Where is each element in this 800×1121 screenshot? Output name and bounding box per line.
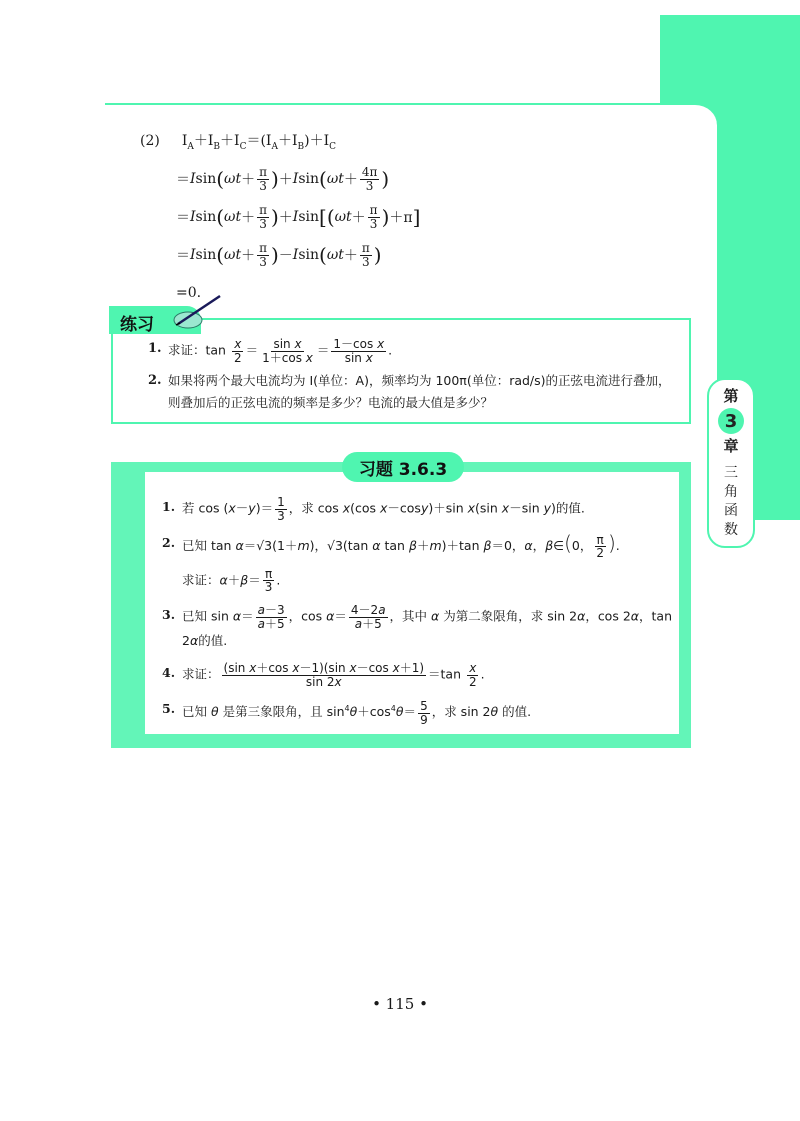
derivation-line-1: $I_A+I_B+I_C=(I_A+I_B)+I_C$ <box>181 133 336 152</box>
exercise-item <box>148 370 678 414</box>
derivation-result: =0. <box>176 285 202 301</box>
chapter-label-top: 第 <box>723 387 739 405</box>
derivation-block <box>140 122 420 312</box>
derivation-line: ＝ I sin ( ωt ＋ $\frac{\pi}{3}$ ) ＋ I sin [ ( ωt ＋ $\frac{\pi}{3}$ ) ＋π ] <box>176 202 421 231</box>
exercise-item-text: 如果将两个最大电流均为 I(单位：A)，频率均为 100π(单位：rad/s)的正弦电流进行叠加，则叠加后的正弦电流的频率是多少？电流的最大值是多少？ <box>168 373 671 411</box>
problem-item <box>162 604 672 652</box>
problem-item-text: 求证： $\frac{\text{(sin x＋cos x－1)(sin x－cos x＋1)}}{\sin 2x}$ ＝tan $\frac{x}{2}$ . <box>182 661 485 689</box>
problem-item <box>162 662 672 688</box>
derivation-line: ＝ I sin ( ωt ＋ $\frac{\pi}{3}$ ) － I sin ( ωt ＋ $\frac{\pi}{3}$ ) <box>176 240 382 269</box>
chapter-title <box>724 464 738 540</box>
chapter-title-char: 角 <box>724 484 738 500</box>
problem-item-number: 1. <box>162 499 176 514</box>
exercise-item-number: 2. <box>148 373 162 389</box>
problem-item-number: 3. <box>162 606 176 622</box>
page-number: • 115 • <box>372 995 428 1013</box>
problem-item-number: 2. <box>162 535 176 551</box>
chapter-title-char: 三 <box>724 465 738 481</box>
problem-item-text: 已知 tan α＝√3(1＋m)，√3(tan α tan β＋m)＋tan β＝0，α，β∈(0， $\frac{\pi}{2}$ ). 求证：α＋β＝ $\frac{\pi}{3}$ . <box>182 531 620 595</box>
problem-set-title: 习题 3.6.3 <box>342 452 464 482</box>
derivation-line <box>140 122 420 160</box>
problem-item-number: 4. <box>162 665 176 681</box>
problem-item-text: 已知 θ 是第三象限角，且 $\sin^4\theta+\cos^4\theta=$ $\frac{5}{9}$ ，求 sin 2θ 的值. <box>182 698 532 727</box>
chapter-number-badge: 3 <box>718 408 744 434</box>
problem-item <box>162 698 672 726</box>
exercise-item <box>148 338 678 364</box>
problem-item <box>162 496 672 522</box>
problem-item-number: 5. <box>162 701 176 717</box>
exercise-item-number: 1. <box>148 341 162 356</box>
exercise-item-prefix: 求证：tan <box>168 342 226 358</box>
problem-list <box>162 496 672 736</box>
exercise-item-text: 求证：tan $\frac{x}{2}$ ＝ $\frac{\text{sin x}}{\text{1＋cos x}}$ ＝ $\frac{\text{1－cos x}}{\text{sin x}}$ . <box>168 337 393 365</box>
problem-item-text: 已知 sin α＝ $\frac{a-3}{a+5}$ ，cos α＝ $\frac{4-2a}{a+5}$ ，其中 α 为第二象限角，求 sin 2α，cos 2α，tan 2α的值. <box>182 602 673 649</box>
pen-icon <box>168 292 228 332</box>
chapter-title-char: 数 <box>724 522 738 538</box>
derivation-line: ＝ I sin ( ωt ＋ $\frac{\pi}{3}$ ) ＋ I sin ( ωt ＋ $\frac{4\pi}{3}$ ) <box>176 164 390 193</box>
chapter-tab[interactable] <box>707 378 755 548</box>
chapter-title-char: 函 <box>724 503 738 519</box>
problem-item <box>162 532 672 594</box>
derivation-label: (2) <box>140 133 160 149</box>
exercise-list <box>148 338 678 420</box>
exercise-title: 练习 <box>120 315 154 335</box>
chapter-label-bottom: 章 <box>723 437 739 455</box>
problem-item-text: 若 cos (x－y)＝ $\frac{1}{3}$ ，求 cos x(cos x－cosy)＋sin x(sin x－sin y)的值. <box>182 495 585 523</box>
